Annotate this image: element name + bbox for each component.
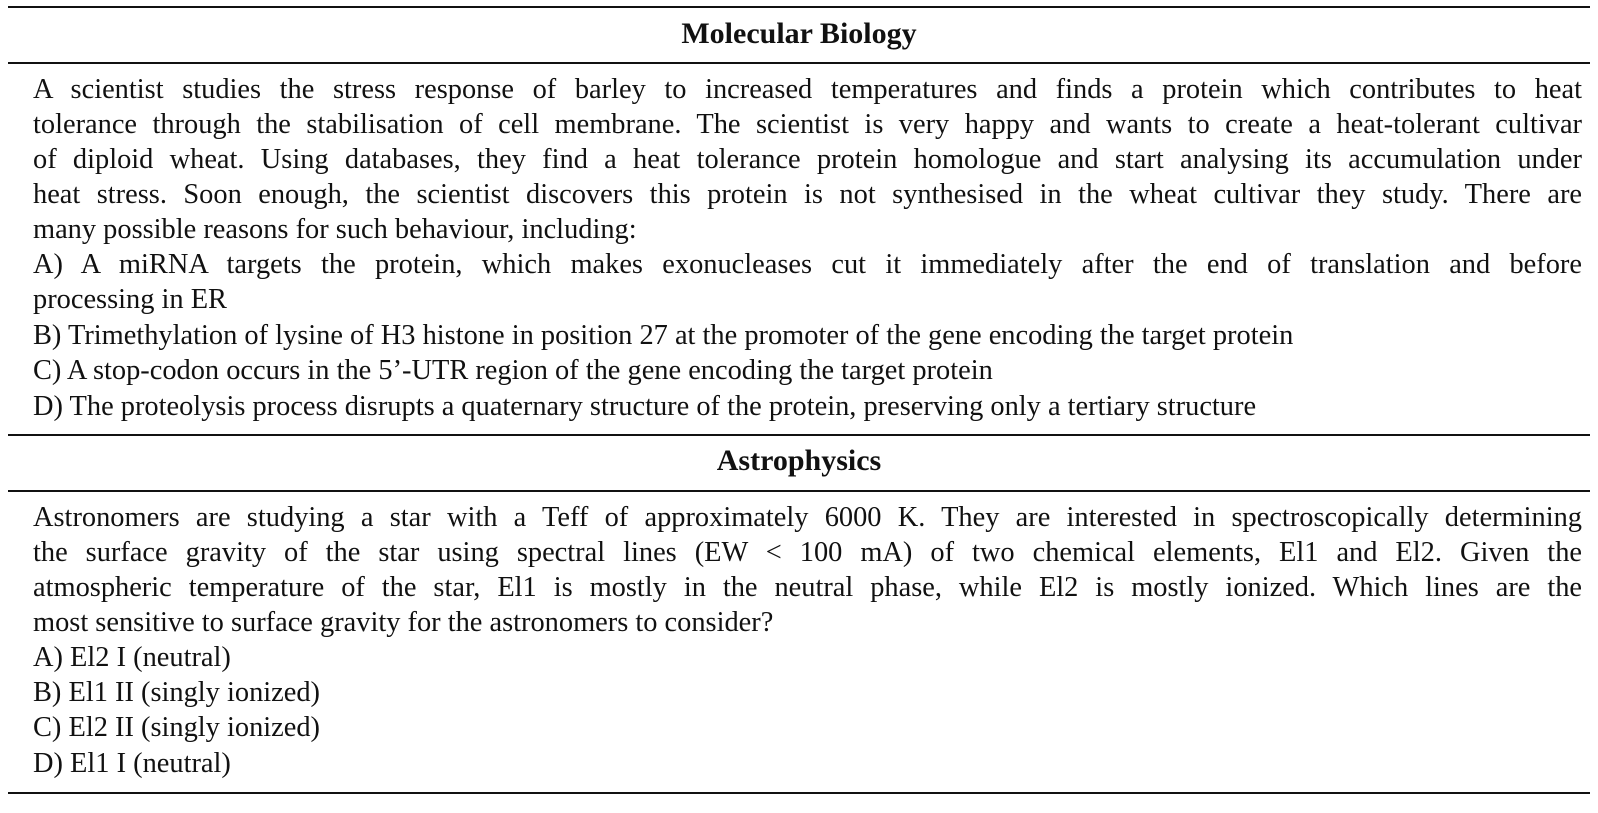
section-divider xyxy=(8,62,1590,64)
question-line: the surface gravity of the star using spectral lines (EW < 100 mA) of two chemical elements, El1 and El2. Given the xyxy=(33,537,1582,568)
top-rule xyxy=(8,6,1590,8)
answer-option-a-continued: processing in ER xyxy=(33,284,227,315)
question-line: Astronomers are studying a star with a Teff of approximately 6000 K. They are interested in spectroscopically determining xyxy=(33,502,1582,533)
question-line: heat stress. Soon enough, the scientist discovers this protein is not synthesised in the wheat cultivar they study. There are xyxy=(33,179,1582,210)
question-line: atmospheric temperature of the star, El1 is mostly in the neutral phase, while El2 is mostly ionized. Which lines are the xyxy=(33,572,1582,603)
bottom-rule xyxy=(8,792,1590,794)
answer-option-b: B) El1 II (singly ionized) xyxy=(33,677,320,708)
question-line: of diploid wheat. Using databases, they find a heat tolerance protein homologue and start analysing its accumulation under xyxy=(33,144,1582,175)
section-divider xyxy=(8,434,1590,436)
answer-option-c: C) A stop-codon occurs in the 5’-UTR region of the gene encoding the target protein xyxy=(33,355,993,386)
section-title-molecular-biology: Molecular Biology xyxy=(681,17,917,50)
question-line: many possible reasons for such behaviour, including: xyxy=(33,214,637,245)
question-line: most sensitive to surface gravity for the astronomers to consider? xyxy=(33,607,774,638)
answer-option-d: D) El1 I (neutral) xyxy=(33,748,231,779)
section-divider xyxy=(8,490,1590,492)
question-line: A scientist studies the stress response of barley to increased temperatures and finds a protein which contributes to heat xyxy=(33,74,1582,105)
section-title-astrophysics: Astrophysics xyxy=(716,444,882,477)
answer-option-d: D) The proteolysis process disrupts a quaternary structure of the protein, preserving only a tertiary structure xyxy=(33,391,1257,422)
answer-option-b: B) Trimethylation of lysine of H3 histone in position 27 at the promoter of the gene encoding the target protein xyxy=(33,320,1294,351)
question-line: tolerance through the stabilisation of cell membrane. The scientist is very happy and wants to create a heat-tolerant cultivar xyxy=(33,109,1582,140)
answer-option-a: A) A miRNA targets the protein, which makes exonucleases cut it immediately after the end of translation and before xyxy=(33,249,1582,280)
answer-option-c: C) El2 II (singly ionized) xyxy=(33,712,320,743)
answer-option-a: A) El2 I (neutral) xyxy=(33,642,231,673)
